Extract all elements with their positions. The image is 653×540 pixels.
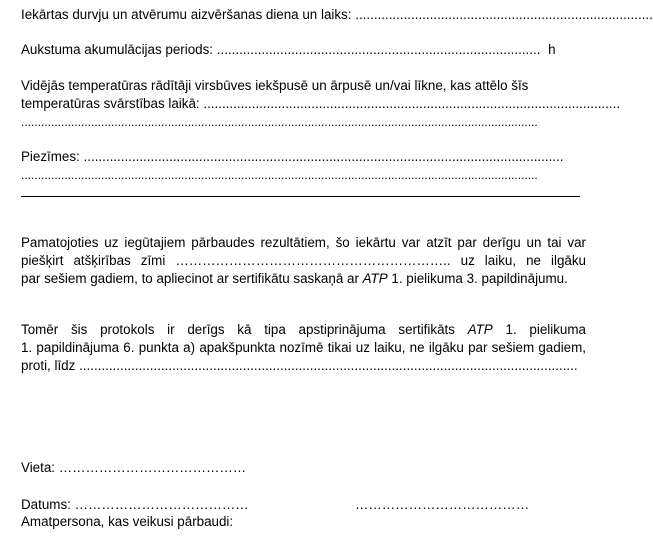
distinguishing-mark-field[interactable]: …………………………………………………….. (165, 253, 451, 268)
signature-field[interactable]: ………………………………… (355, 497, 530, 512)
place-field[interactable]: …………………………………… (55, 460, 247, 475)
conclusion-line-3 (21, 270, 568, 287)
conclusion-text-1: Pamatojoties uz iegūtajiem pārbaudes rezultātiem, šo iekārtu var atzīt par derīgu un tai var (21, 235, 586, 250)
accumulation-field[interactable]: ....................................................................................... (216, 42, 541, 57)
accumulation-unit: h (548, 42, 556, 57)
temperature-text: Vidējās temperatūras rādītāji virsbūves iekšpusē un ārpusē un/vai līkne, kas attēlo šīs (21, 78, 529, 93)
type-approval-line-3 (21, 357, 578, 374)
temperature-line-2 (21, 95, 620, 112)
conclusion-text-3a: par sešiem gadiem, to apliecinot ar sertifikātu saskaņā ar (21, 271, 363, 286)
closing-time-row (21, 6, 653, 23)
date-field[interactable]: ………………………………… (70, 497, 249, 512)
official-row (21, 513, 233, 530)
conclusion-line-1 (21, 234, 586, 251)
type-approval-text-1a: Tomēr šis protokols ir derīgs kā tipa apstiprinājuma sertifikāts (21, 322, 468, 337)
atp-reference-2: ATP (467, 322, 493, 337)
notes-label: Piezīmes: (21, 149, 80, 164)
valid-until-field[interactable]: ...................................................................................................................................... (79, 358, 578, 373)
notes-row (21, 148, 563, 165)
temperature-line-1 (21, 77, 528, 94)
date-label: Datums: (21, 497, 71, 512)
type-approval-text-1b: 1. pielikuma (492, 322, 586, 337)
accumulation-row (21, 41, 556, 58)
accumulation-label: Aukstuma akumulācijas periods: (21, 42, 214, 57)
place-label: Vieta: (21, 460, 55, 475)
temperature-field-continued[interactable]: ........................................................................................................................................................... (21, 115, 538, 129)
conclusion-text-3b: 1. pielikuma 3. papildinājumu. (387, 271, 568, 286)
type-approval-line-1 (21, 321, 586, 338)
type-approval-line-2 (21, 339, 586, 356)
date-row (21, 496, 249, 513)
type-approval-text-2: 1. papildinājuma 6. punkta a) apakšpunkta nozīmē tikai uz laiku, ne ilgāku par sešiem gadiem, (21, 340, 586, 355)
temperature-label: temperatūras svārstības laikā: (21, 96, 200, 111)
conclusion-text-2a: piešķirt atšķirības zīmi (21, 253, 166, 268)
official-label: Amatpersona, kas veikusi pārbaudi: (21, 514, 234, 529)
conclusion-text-2b: uz laiku, ne ilgāku (450, 253, 586, 268)
section-divider (21, 196, 580, 197)
temperature-field[interactable]: ................................................................................................................ (203, 96, 621, 111)
notes-field[interactable]: ................................................................................................................................. (83, 149, 564, 164)
atp-reference: ATP (362, 271, 388, 286)
closing-time-field[interactable]: ................................................................................ (355, 7, 653, 22)
closing-time-label: Iekārtas durvju un atvērumu aizvēršanas diena un laiks: (21, 7, 352, 22)
place-row (21, 459, 246, 476)
notes-field-continued[interactable]: ........................................................................................................................................................... (21, 168, 538, 182)
conclusion-line-2 (21, 252, 586, 269)
valid-until-label: proti, līdz (21, 358, 76, 373)
